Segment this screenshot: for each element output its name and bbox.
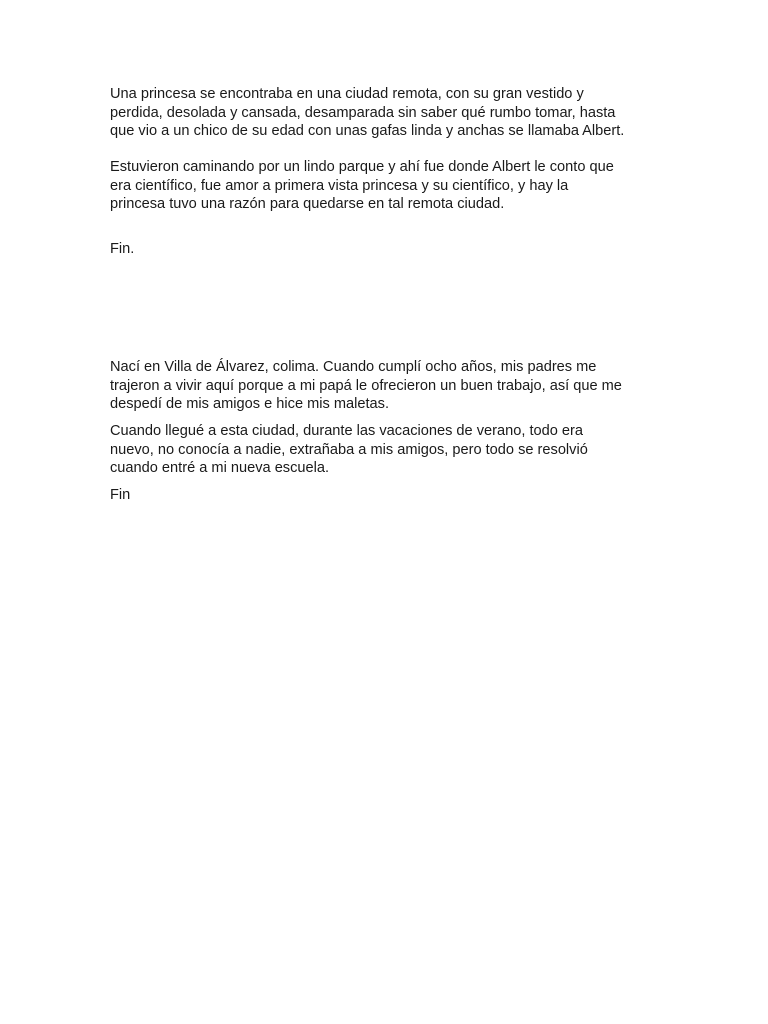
story1-ending: Fin. — [110, 241, 135, 257]
story2-paragraph-1: Nací en Villa de Álvarez, colima. Cuando cumplí ocho años, mis padres me trajeron a vivir aquí porque a mi papá le ofrecieron un buen trabajo, así que me despedí de mis amigos e hice mis maletas. — [110, 359, 622, 412]
story1-paragraph-2: Estuvieron caminando por un lindo parque y ahí fue donde Albert le conto que era científico, fue amor a primera vista princesa y su científico, y hay la princesa tuvo una razón para quedarse en tal remota ciudad. — [110, 159, 614, 212]
story2-ending: Fin — [110, 487, 131, 503]
story1-paragraph-1: Una princesa se encontraba en una ciudad remota, con su gran vestido y perdida, desolada y cansada, desamparada sin saber qué rumbo tomar, hasta que vio a un chico de su edad con unas gafas linda y anchas se llamaba Albert. — [110, 86, 625, 139]
story2-paragraph-2: Cuando llegué a esta ciudad, durante las vacaciones de verano, todo era nuevo, no conocía a nadie, extrañaba a mis amigos, pero todo se resolvió cuando entré a mi nueva escuela. — [110, 423, 588, 476]
